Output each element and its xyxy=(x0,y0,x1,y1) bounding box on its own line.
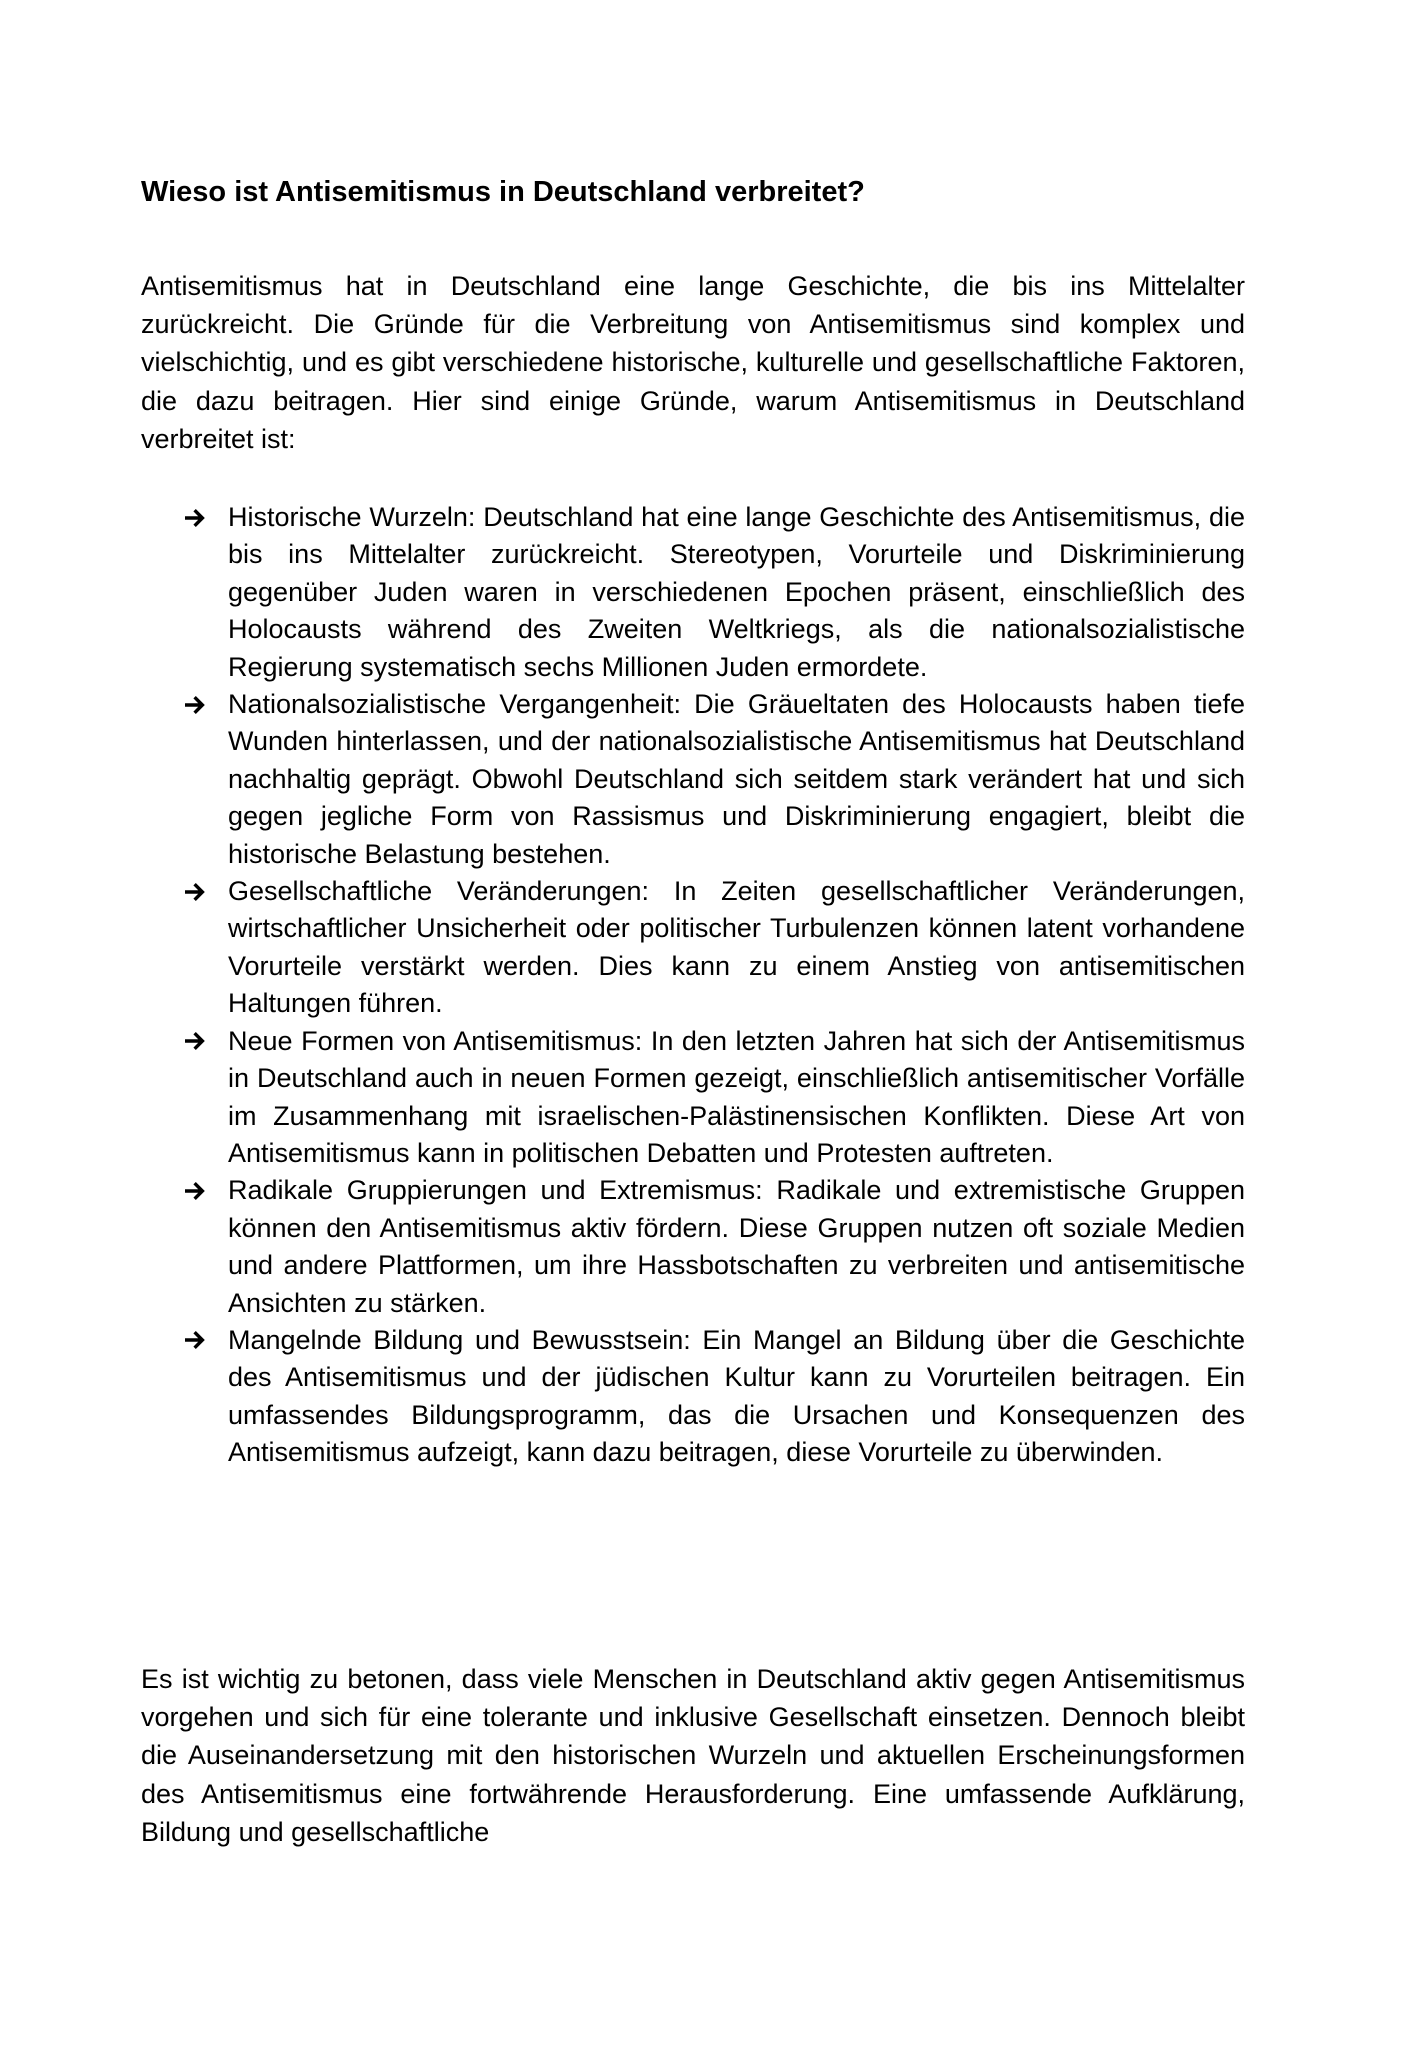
arrow-right-icon xyxy=(184,1322,210,1359)
outro-paragraph: Es ist wichtig zu betonen, dass viele Menschen in Deutschland aktiv gegen Antisemitismus vorgehen und sich für eine tolerante und inklusive Gesellschaft einsetzen. Dennoch bleibt die Auseinandersetzung mit den historischen Wurzeln und aktuellen Erscheinungsformen des Antisemitismus eine fortwährende Herausforderung. Eine umfassende Aufklärung, Bildung und gesellschaftliche xyxy=(141,1664,1245,1847)
arrow-right-icon xyxy=(184,1023,210,1060)
reason-text: Neue Formen von Antisemitismus: In den letzten Jahren hat sich der Antisemitismus in Deutschland auch in neuen Formen gezeigt, einschließlich antisemitischer Vorfälle im Zusammenhang mit israelischen-Palästinensischen Konflikten. Diese Art von Antisemitismus kann in politischen Debatten und Protesten auftreten. xyxy=(228,1025,1245,1168)
arrow-right-icon xyxy=(184,873,210,910)
list-item xyxy=(141,873,1245,1023)
arrow-right-icon xyxy=(184,1172,210,1209)
list-item xyxy=(141,1023,1245,1173)
reason-text: Gesellschaftliche Veränderungen: In Zeiten gesellschaftlicher Veränderungen, wirtschaftlicher Unsicherheit oder politischer Turbulenzen können latent vorhandene Vorurteile verstärkt werden. Dies kann zu einem Anstieg von antisemitischen Haltungen führen. xyxy=(228,876,1245,1019)
reason-text: Radikale Gruppierungen und Extremismus: Radikale und extremistische Gruppen können den Antisemitismus aktiv fördern. Diese Gruppen nutzen oft soziale Medien und andere Plattformen, um ihre Hassbotschaften zu verbreiten und antisemitische Ansichten zu stärken. xyxy=(228,1175,1245,1318)
intro-paragraph: Antisemitismus hat in Deutschland eine lange Geschichte, die bis ins Mittelalter zurückreicht. Die Gründe für die Verbreitung von Antisemitismus sind komplex und vielschichtig, und es gibt verschiedene historische, kulturelle und gesellschaftliche Faktoren, die dazu beitragen. Hier sind einige Gründe, warum Antisemitismus in Deutschland verbreitet ist: xyxy=(141,271,1245,454)
list-item xyxy=(141,499,1245,686)
list-item xyxy=(141,1172,1245,1322)
reason-text: Historische Wurzeln: Deutschland hat eine lange Geschichte des Antisemitismus, die bis ins Mittelalter zurückreicht. Stereotypen, Vorurteile und Diskriminierung gegenüber Juden waren in verschiedenen Epochen präsent, einschließlich des Holocausts während des Zweiten Weltkriegs, als die nationalsozialistische Regierung systematisch sechs Millionen Juden ermordete. xyxy=(228,502,1245,682)
reason-text: Nationalsozialistische Vergangenheit: Die Gräueltaten des Holocausts haben tiefe Wunden hinterlassen, und der nationalsozialistische Antisemitismus hat Deutschland nachhaltig geprägt. Obwohl Deutschland sich seitdem stark verändert hat und sich gegen jegliche Form von Rassismus und Diskriminierung engagiert, bleibt die historische Belastung bestehen. xyxy=(228,689,1245,869)
arrow-right-icon xyxy=(184,499,210,536)
reason-text: Mangelnde Bildung und Bewusstsein: Ein Mangel an Bildung über die Geschichte des Antisemitismus und der jüdischen Kultur kann zu Vorurteilen beitragen. Ein umfassendes Bildungsprogramm, das die Ursachen und Konsequenzen des Antisemitismus aufzeigt, kann dazu beitragen, diese Vorurteile zu überwinden. xyxy=(228,1324,1245,1468)
arrow-right-icon xyxy=(184,686,210,723)
document-title: Wieso ist Antisemitismus in Deutschland verbreitet? xyxy=(141,176,865,208)
reasons-list xyxy=(141,499,1245,1472)
list-item xyxy=(141,686,1245,873)
list-item xyxy=(141,1322,1245,1472)
